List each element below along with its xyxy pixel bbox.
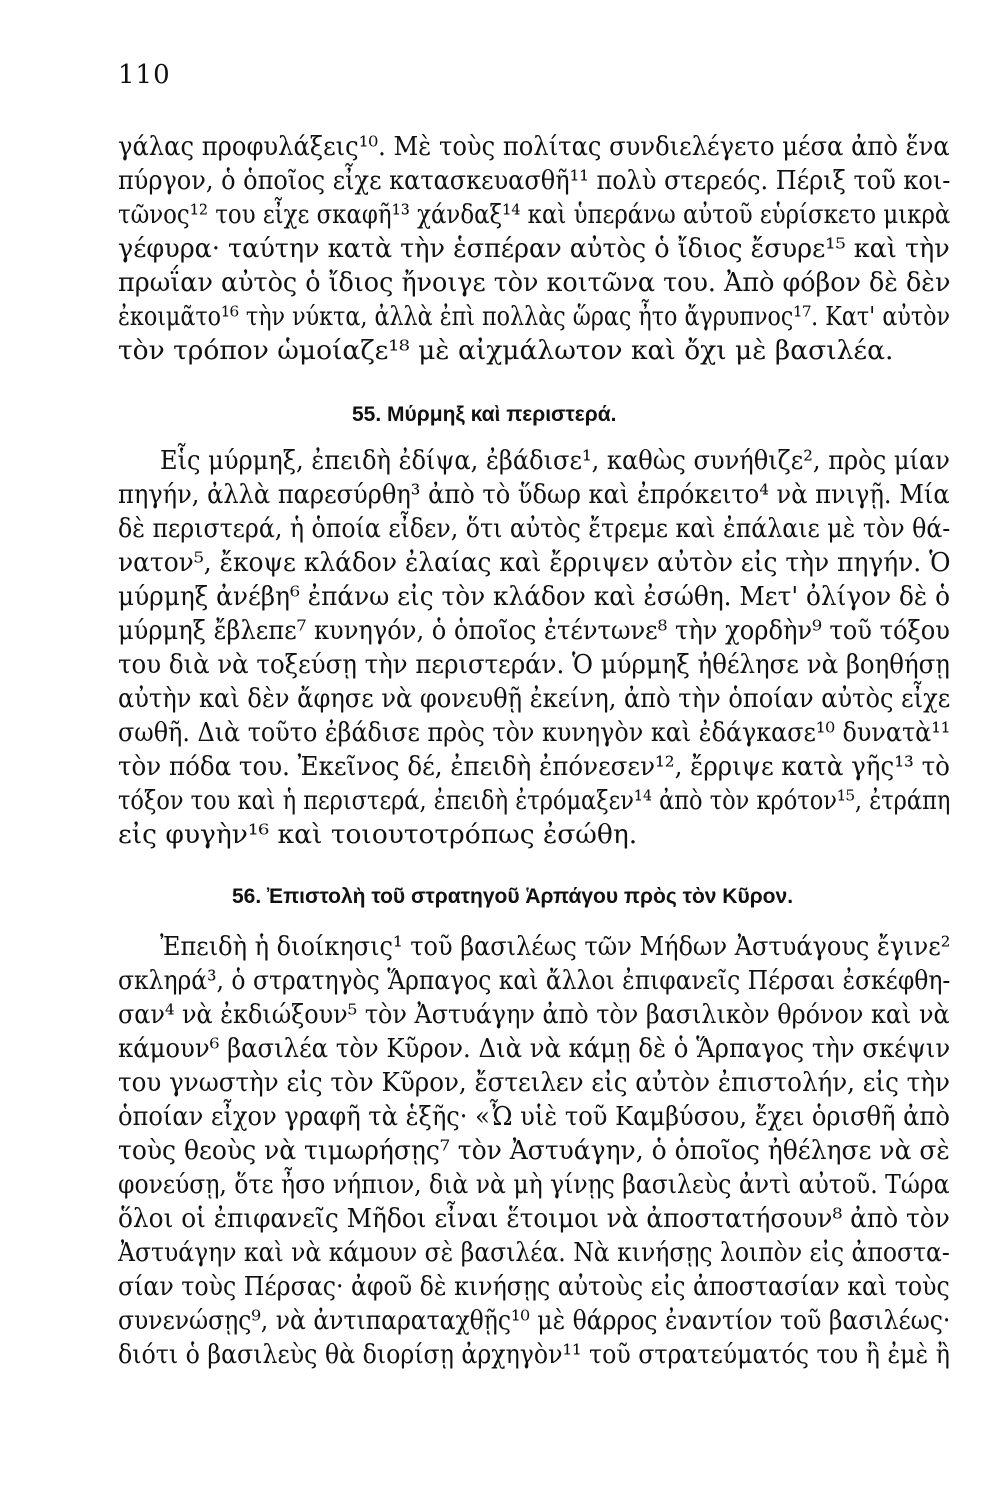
text-line: σαν⁴ νὰ ἐκδιώξουν⁵ τὸν Ἀστυάγην ἀπὸ τὸν βασιλικὸν θρόνον καὶ νὰ — [118, 999, 950, 1030]
text-line: Εἷς μύρμηξ, ἐπειδὴ ἐδίψα, ἐβάδισε¹, καθὼς συνήθιζε², πρὸς μίαν — [160, 445, 950, 476]
text-line: ὅλοι οἱ ἐπιφανεῖς Μῆδοι εἶναι ἕτοιμοι νὰ ἀποστατήσουν⁸ ἀπὸ τὸν — [118, 1203, 950, 1234]
text-line: νατον⁵, ἔκοψε κλάδον ἐλαίας καὶ ἔρριψεν αὐτὸν εἰς τὴν πηγήν. Ὁ — [118, 547, 951, 578]
text-line: πρωΐαν αὐτὸς ὁ ἴδιος ἤνοιγε τὸν κοιτῶνα του. Ἀπὸ φόβον δὲ δὲν — [118, 267, 951, 298]
text-line: συνενώσῃς⁹, νὰ ἀντιπαραταχθῇς¹⁰ μὲ θάρρος ἐναντίον τοῦ βασιλέως· — [118, 1305, 951, 1336]
text-line: μύρμηξ ἀνέβη⁶ ἐπάνω εἰς τὸν κλάδον καὶ ἐσώθη. Μετ' ὀλίγον δὲ ὁ — [118, 581, 951, 612]
text-line: ἐκοιμᾶτο¹⁶ τὴν νύκτα, ἀλλὰ ἐπὶ πολλὰς ὥρας ἦτο ἄγρυπνος¹⁷. Κατ' αὐτὸν — [118, 301, 951, 332]
text-line: δὲ περιστερά, ἡ ὁποία εἶδεν, ὅτι αὐτὸς ἔτρεμε καὶ ἐπάλαιε μὲ τὸν θά- — [118, 513, 951, 544]
page-number: 110 — [118, 60, 171, 90]
text-line: του γνωστὴν εἰς τὸν Κῦρον, ἔστειλεν εἰς αὐτὸν ἐπιστολήν, εἰς τὴν — [118, 1067, 950, 1098]
text-line: Ἐπειδὴ ἡ διοίκησις¹ τοῦ βασιλέως τῶν Μήδων Ἀστυάγους ἔγινε² — [160, 931, 951, 962]
text-line: τῶνος¹² του εἶχε σκαφῆ¹³ χάνδαξ¹⁴ καὶ ὑπεράνω αὐτοῦ εὑρίσκετο μικρὰ — [118, 199, 951, 230]
text-line: φονεύσῃ, ὅτε ἦσο νήπιον, διὰ νὰ μὴ γίνῃς βασιλεὺς ἀντὶ αὐτοῦ. Τώρα — [118, 1169, 950, 1200]
text-line: του διὰ νὰ τοξεύσῃ τὴν περιστεράν. Ὁ μύρμηξ ἠθέλησε νὰ βοηθήσῃ — [118, 649, 950, 680]
text-line: διότι ὁ βασιλεὺς θὰ διορίσῃ ἀρχηγὸν¹¹ τοῦ στρατεύματός του ἢ ἐμὲ ἢ — [118, 1339, 950, 1370]
section-heading: 55. Μύρμηξ καὶ περιστερά. — [352, 403, 617, 426]
text-line: εἰς φυγὴν¹⁶ καὶ τοιουτοτρόπως ἐσώθη. — [118, 819, 638, 850]
text-line: τόξον του καὶ ἡ περιστερά, ἐπειδὴ ἐτρόμαξεν¹⁴ ἀπὸ τὸν κρότον¹⁵, ἐτράπη — [118, 785, 951, 816]
text-line: κάμουν⁶ βασιλέα τὸν Κῦρον. Διὰ νὰ κάμῃ δὲ ὁ Ἅρπαγος τὴν σκέψιν — [118, 1033, 951, 1064]
text-line: σίαν τοὺς Πέρσας· ἀφοῦ δὲ κινήσῃς αὐτοὺς εἰς ἀποστασίαν καὶ τοὺς — [118, 1271, 950, 1302]
text-line: σωθῆ. Διὰ τοῦτο ἐβάδισε πρὸς τὸν κυνηγὸν καὶ ἐδάγκασε¹⁰ δυνατὰ¹¹ — [118, 717, 951, 748]
text-line: γέφυρα· ταύτην κατὰ τὴν ἑσπέραν αὐτὸς ὁ ἴδιος ἔσυρε¹⁵ καὶ τὴν — [118, 233, 950, 264]
text-line: ὁποίαν εἶχον γραφῆ τὰ ἑξῆς· «Ὦ υἱὲ τοῦ Καμβύσου, ἔχει ὁρισθῆ ἀπὸ — [118, 1101, 950, 1132]
text-line: γάλας προφυλάξεις¹⁰. Μὲ τοὺς πολίτας συνδιελέγετο μέσα ἀπὸ ἕνα — [118, 131, 950, 162]
text-line: τοὺς θεοὺς νὰ τιμωρήσῃς⁷ τὸν Ἀστυάγην, ὁ ὁποῖος ἠθέλησε νὰ σὲ — [118, 1135, 950, 1166]
section-heading: 56. Ἐπιστολὴ τοῦ στρατηγοῦ Ἁρπάγου πρὸς τὸν Κῦρον. — [232, 885, 794, 908]
text-line: αὐτὴν καὶ δὲν ἄφησε νὰ φονευθῇ ἐκείνη, ἀπὸ τὴν ὁποίαν αὐτὸς εἶχε — [118, 683, 951, 714]
text-line: τὸν πόδα του. Ἐκεῖνος δέ, ἐπειδὴ ἐπόνεσεν¹², ἔρριψε κατὰ γῆς¹³ τὸ — [118, 751, 950, 782]
text-line: πηγήν, ἀλλὰ παρεσύρθη³ ἀπὸ τὸ ὕδωρ καὶ ἐπρόκειτο⁴ νὰ πνιγῇ. Μία — [118, 479, 950, 510]
text-line: Ἀστυάγην καὶ νὰ κάμουν σὲ βασιλέα. Νὰ κινήσῃς λοιπὸν εἰς ἀποστα- — [118, 1237, 950, 1268]
text-line: τὸν τρόπον ὡμοίαζε¹⁸ μὲ αἰχμάλωτον καὶ ὄχι μὲ βασιλέα. — [118, 335, 894, 366]
text-line: σκληρά³, ὁ στρατηγὸς Ἅρπαγος καὶ ἄλλοι ἐπιφανεῖς Πέρσαι ἐσκέφθη- — [118, 965, 951, 996]
text-line: πύργον, ὁ ὁποῖος εἶχε κατασκευασθῆ¹¹ πολὺ στερεός. Πέριξ τοῦ κοι- — [118, 165, 951, 196]
text-line: μύρμηξ ἔβλεπε⁷ κυνηγόν, ὁ ὁποῖος ἐτέντωνε⁸ τὴν χορδὴν⁹ τοῦ τόξου — [118, 615, 950, 646]
